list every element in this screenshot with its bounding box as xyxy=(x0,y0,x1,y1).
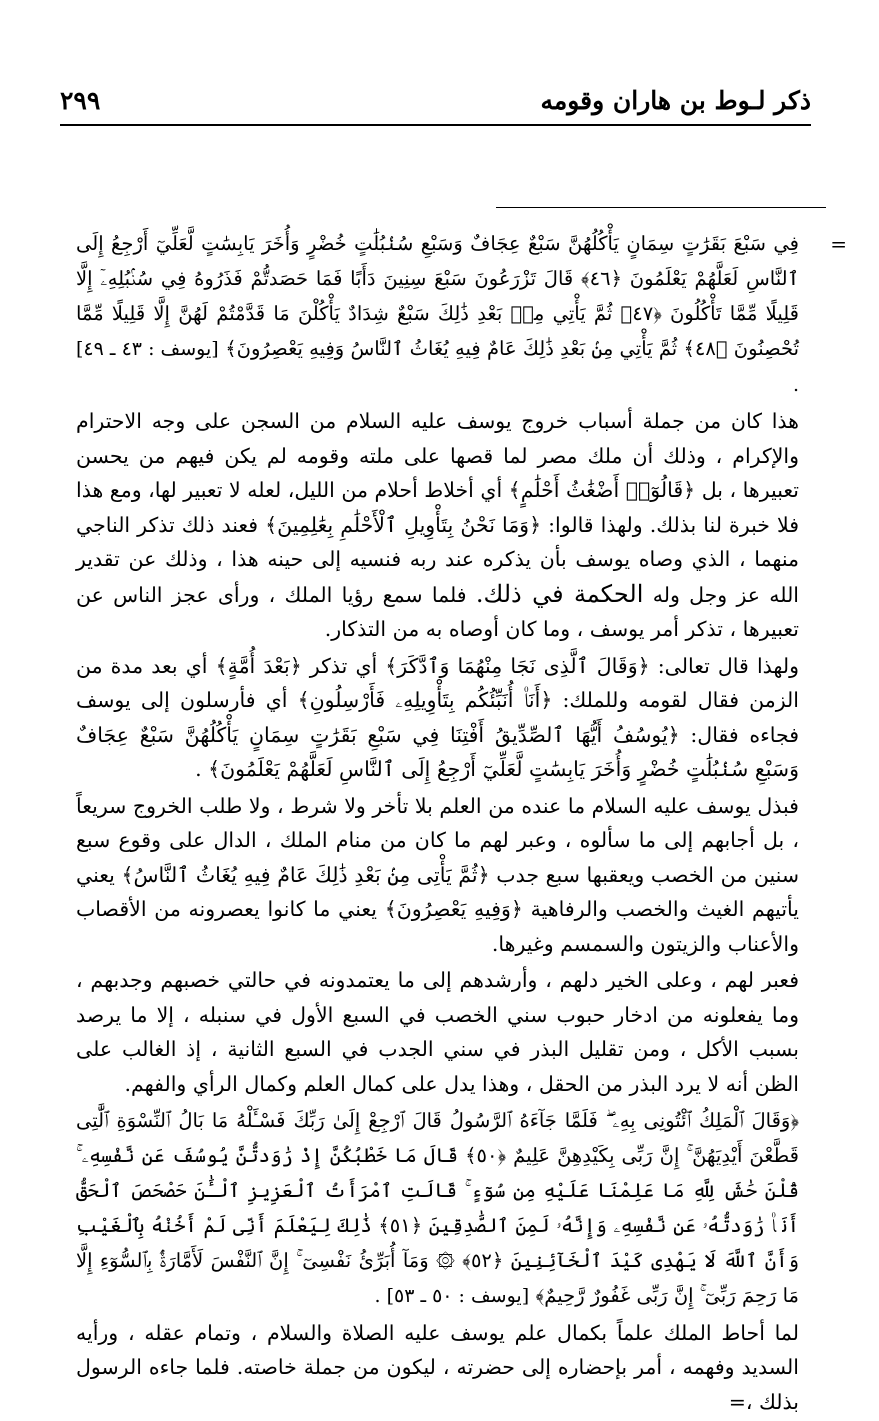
verse-reference: [يوسف : ٤٣ ـ ٤٩] . xyxy=(76,338,799,396)
running-title: ذكر لـوط بن هاران وقومه xyxy=(540,86,811,115)
paragraph: ولهذا قال تعالى: ﴿وَقَالَ ٱلَّذِى نَجَا مِنْهُمَا وَٱدَّكَرَ﴾ أي تذكر ﴿بَعْدَ أُمَّةٍ﴾ أي بعد مدة من الزمن فقال لقومه وللملك: ﴿أَنَا۠ أُنَبِّئُكُم بِتَأْوِيلِهِۦ فَأَرْسِلُونِ﴾ أي فأرسلون إلى يوسف فجاءه فقال: ﴿يُوسُفُ أَيُّهَا ٱلصِّدِّيقُ أَفْتِنَا فِي سَبْعِ بَقَرَٰتٍ سِمَانٍ يَأْكُلُهُنَّ سَبْعٌ عِجَافٌ وَسَبْعِ سُنۢبُلَٰتٍ خُضْرٍ وَأُخَرَ يَابِسَٰتٍ لَّعَلِّيٓ أَرْجِعُ إِلَى ٱلنَّاسِ لَعَلَّهُمْ يَعْلَمُونَ﴾ . xyxy=(76,653,799,781)
page-body xyxy=(76,226,799,1421)
page-number: ٢٩٩ xyxy=(60,86,101,115)
verse-reference: [يوسف : ٥٠ ـ ٥٣] . xyxy=(374,1285,530,1307)
continuation-mark: = xyxy=(830,232,847,256)
paragraph: فبذل يوسف عليه السلام ما عنده من العلم بلا تأخر ولا شرط ، ولا طلب الخروج سريعاً ، بل أجابهم إلى ما سألوه ، وعبر لهم ما كان من منام الملك ، الدال على وقوع سبع سنين من الخصب ويعقبها سبع جدب ﴿ثُمَّ يَأْتِى مِنۢ بَعْدِ ذَٰلِكَ عَامٌ فِيهِ يُغَاثُ ٱلنَّاسُ﴾ يعني يأتيهم الغيث والخصب والرفاهية ﴿وَفِيهِ يَعْصِرُونَ﴾ يعني ما كانوا يعصرونه من الأقصاب والأعناب والزيتون والسمسم وغيرها. xyxy=(76,793,799,956)
quran-verse-text: ﴿وَقَالَ ٱلْمَلِكُ ٱئْتُونِى بِهِۦ ۖ فَلَمَّا جَآءَهُ ٱلرَّسُولُ قَالَ ٱرْجِعْ إِلَىٰ رَبِّكَ فَسْـَٔلْهُ مَا بَالُ ٱلنِّسْوَةِ ٱلَّٰتِى قَطَّعْنَ أَيْدِيَهُنَّ ۚ إِنَّ رَبِّى بِكَيْدِهِنَّ عَلِيمٌ ﴿٥٠﴾ قَالَ مَا خَطْبُكُنَّ إِذْ رَٰوَدتُّنَّ يُوسُفَ عَن نَّفْسِهِۦ ۚ قُلْنَ حَٰشَ لِلَّهِ مَا عَلِمْنَا عَلَيْهِ مِن سُوٓءٍ ۚ قَالَتِ ٱمْرَأَتُ ٱلْعَزِيزِ ٱلْـَٰٔنَ حَصْحَصَ ٱلْحَقُّ أَنَا۠ رَٰوَدتُّهُۥ عَن نَّفْسِهِۦ وَإِنَّهُۥ لَمِنَ ٱلصَّٰدِقِينَ ﴿٥١﴾ ذَٰلِكَ لِيَعْلَمَ أَنِّى لَمْ أَخُنْهُ بِٱلْغَيْبِ وَأَنَّ ٱللَّهَ لَا يَهْدِى كَيْدَ ٱلْخَآئِنِينَ ﴿٥٢﴾ ۞ وَمَآ أُبَرِّئُ نَفْسِىٓ ۚ إِنَّ ٱلنَّفْسَ لَأَمَّارَةٌۢ بِٱلسُّوٓءِ إِلَّا مَا رَحِمَ رَبِّىٓ ۚ إِنَّ رَبِّى غَفُورٌ رَّحِيمٌ﴾ xyxy=(76,1109,800,1307)
paragraph: فعبر لهم ، وعلى الخير دلهم ، وأرشدهم إلى ما يعتمدونه في حالتي خصبهم وجدبهم ، وما يفعلونه من ادخار حبوب سني الخصب في السبع الأول في سنبله ، إلا ما يرصد بسبب الأكل ، ومن تقليل البذر في سني الجدب في السبع الثانية ، إذ الغالب على الظن أنه لا يرد البذر من الحقل ، وهذا يدل على كمال العلم وكمال الرأي والفهم. xyxy=(76,968,799,1096)
header-rule xyxy=(60,124,811,126)
paragraph-text: هذا كان من جملة أسباب خروج يوسف عليه السلام من السجن على وجه الاحترام والإكرام ، وذلك أن ملك مصر لما قصها على ملته وقومه لم يكن فيهم من يحسن تعبيرها ، بل ﴿قَالُوٓا۟ أَضْغَٰثُ أَحْلَٰمٍ﴾ أي أخلاط أحلام من الليل، لعله لا تعبير لها، ومع هذا فلا خبرة لنا بذلك. ولهذا قالوا: ﴿وَمَا نَحْنُ بِتَأْوِيلِ ٱلْأَحْلَٰمِ بِعَٰلِمِينَ﴾ فعند ذلك تذكر الناجي منهما ، الذي وصاه يوسف بأن يذكره عند ربه فنسيه إلى حينه هذا ، وذلك عن تقدير الله عز وجل وله xyxy=(76,409,800,607)
quran-verse-text: فِي سَبْعَ بَقَرَٰتٍ سِمَانٍ يَأْكُلُهُنَّ سَبْعٌ عِجَافٌ وَسَبْعِ سُنۢبُلَٰتٍ خُضْرٍ وَأُخَرَ يَابِسَٰتٍ لَّعَلِّيٓ أَرْجِعُ إِلَى ٱلنَّاسِ لَعَلَّهُمْ يَعْلَمُونَ ﴿٤٦﴾ قَالَ تَزْرَعُونَ سَبْعَ سِنِينَ دَأَبًا فَمَا حَصَدتُّمْ فَذَرُوهُ فِي سُنۢبُلِهِۦٓ إِلَّا قَلِيلًا مِّمَّا تَأْكُلُونَ ﴿٤٧﴾ ثُمَّ يَأْتِي مِنۢ بَعْدِ ذَٰلِكَ سَبْعٌ شِدَادٌ يَأْكُلْنَ مَا قَدَّمْتُمْ لَهُنَّ إِلَّا قَلِيلًا مِّمَّا تُحْصِنُونَ ﴿٤٨﴾ ثُمَّ يَأْتِي مِنۢ بَعْدِ ذَٰلِكَ عَامٌ فِيهِ يُغَاثُ ٱلنَّاسُ وَفِيهِ يَعْصِرُونَ﴾ xyxy=(76,232,800,360)
page-header xyxy=(60,84,811,120)
quran-block-yusuf-43-49 xyxy=(76,226,799,402)
paragraph-text: فلما سمع رؤيا الملك ، ورأى عجز الناس عن تعبيرها ، تذكر أمر يوسف ، وما كان أوصاه به من التذكار. xyxy=(76,582,799,641)
separator-rule xyxy=(496,207,826,208)
quran-block-yusuf-50-53 xyxy=(76,1103,799,1314)
paragraph: لما أحاط الملك علماً بكمال علم يوسف عليه الصلاة والسلام ، وتمام عقله ، ورأيه السديد وفهمه ، أمر بإحضاره إلى حضرته ، ليكون من جملة خاصته. فلما جاءه الرسول بذلك ،= xyxy=(76,1320,799,1414)
paragraph xyxy=(76,404,799,647)
emphasized-text: الحكمة في ذلك. xyxy=(475,579,644,608)
